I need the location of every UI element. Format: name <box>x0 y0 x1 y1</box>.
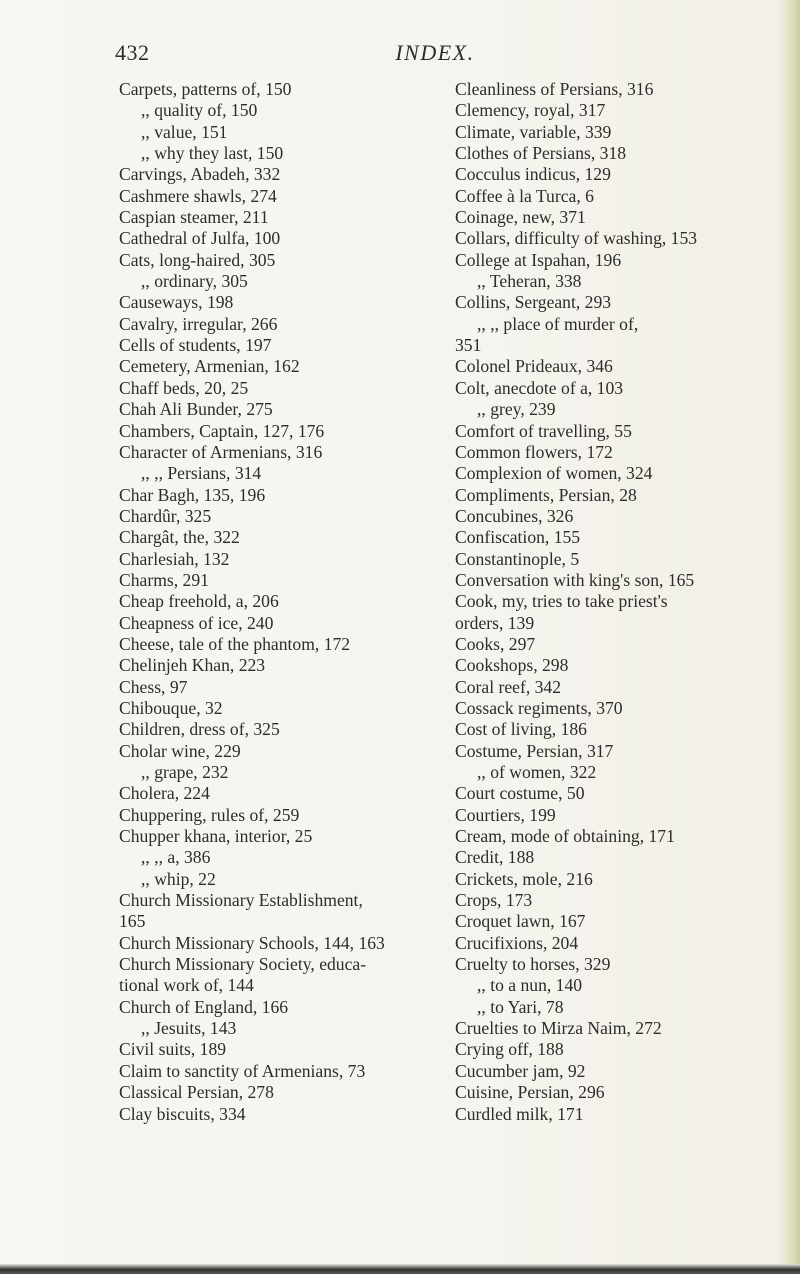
index-entry: ,, to a nun, 140 <box>477 975 583 996</box>
index-entry: Chargât, the, 322 <box>119 527 240 548</box>
index-entry: Curdled milk, 171 <box>455 1103 584 1124</box>
index-entry: Carvings, Abadeh, 332 <box>119 164 281 185</box>
index-entry: ,, ,, a, 386 <box>141 847 211 868</box>
index-entry: ,, of women, 322 <box>477 762 597 782</box>
index-entry: Crops, 173 <box>455 890 533 911</box>
index-entry: Church Missionary Establishment, <box>119 890 363 911</box>
page-header <box>115 40 745 70</box>
index-entry: ,, whip, 22 <box>141 868 216 889</box>
index-entry: Cheese, tale of the phantom, 172 <box>119 633 351 654</box>
index-entry: Cossack regiments, 370 <box>455 697 623 718</box>
index-entry: Carpets, patterns of, 150 <box>119 79 292 99</box>
index-entry: College at Ispahan, 196 <box>455 249 622 270</box>
index-entry: Confiscation, 155 <box>455 527 581 548</box>
index-entry: Chardûr, 325 <box>119 505 212 526</box>
index-entry: Charms, 291 <box>119 569 209 590</box>
index-entry: Cream, mode of obtaining, 171 <box>455 826 675 847</box>
index-entry: ,, quality of, 150 <box>141 100 258 121</box>
index-entry: Chess, 97 <box>119 676 188 697</box>
index-entry: Cuisine, Persian, 296 <box>455 1082 605 1103</box>
index-entry: ,, to Yari, 78 <box>477 996 564 1017</box>
index-entry: Cruelty to horses, 329 <box>455 954 611 975</box>
index-entry: Coral reef, 342 <box>455 676 562 697</box>
index-entry: Church Missionary Schools, 144, 163 <box>119 932 385 953</box>
index-entry: Courtiers, 199 <box>455 804 556 825</box>
index-entry: Conversation with king's son, 165 <box>455 569 695 590</box>
index-entry: Charlesiah, 132 <box>119 548 230 569</box>
index-entry: Church Missionary Society, educa- <box>119 954 367 975</box>
index-entry: Coinage, new, 371 <box>455 207 586 228</box>
index-entry: Chambers, Captain, 127, 176 <box>119 420 325 441</box>
index-entry: Cheapness of ice, 240 <box>119 612 274 633</box>
index-entry: Complexion of women, 324 <box>455 463 653 484</box>
index-entry: Character of Armenians, 316 <box>119 441 323 462</box>
index-entry: Cooks, 297 <box>455 633 536 654</box>
index-entry: Chelinjeh Khan, 223 <box>119 655 266 676</box>
index-entry: Concubines, 326 <box>455 505 574 526</box>
index-entry: Cheap freehold, a, 206 <box>119 591 279 612</box>
index-entry: Credit, 188 <box>455 847 535 868</box>
index-entry: Crucifixions, 204 <box>455 932 579 953</box>
index-entry: Collars, difficulty of washing, 153 <box>455 228 698 249</box>
index-entry: Cookshops, 298 <box>455 655 569 676</box>
page-edge <box>778 0 800 1274</box>
index-entry: Chupper khana, interior, 25 <box>119 826 313 847</box>
index-entry: Crying off, 188 <box>455 1039 564 1060</box>
index-entry: Cathedral of Julfa, 100 <box>119 228 281 249</box>
index-entry: tional work of, 144 <box>119 975 254 996</box>
index-entry: Cashmere shawls, 274 <box>119 185 277 206</box>
index-entry: Constantinople, 5 <box>455 548 580 569</box>
index-entry: Clothes of Persians, 318 <box>455 143 627 164</box>
index-entry: Compliments, Persian, 28 <box>455 484 637 505</box>
index-entry: ,, ,, place of murder of, <box>477 313 639 334</box>
index-entry: 351 <box>455 335 482 356</box>
index-entry: Cleanliness of Persians, 316 <box>455 79 654 99</box>
index-entry: Collins, Sergeant, 293 <box>455 292 612 313</box>
index-entry: Caspian steamer, 211 <box>119 207 269 228</box>
index-entry: ,, grey, 239 <box>477 399 556 420</box>
index-entry: Children, dress of, 325 <box>119 719 280 740</box>
index-entry: Crickets, mole, 216 <box>455 868 593 889</box>
index-entry: Cost of living, 186 <box>455 719 587 740</box>
index-entry: Cucumber jam, 92 <box>455 1060 586 1081</box>
index-entry: Court costume, 50 <box>455 783 585 804</box>
index-entry: Civil suits, 189 <box>119 1039 227 1060</box>
index-entry: Costume, Persian, 317 <box>455 740 614 761</box>
index-entry: Cruelties to Mirza Naim, 272 <box>455 1018 662 1039</box>
index-entry: Common flowers, 172 <box>455 441 613 462</box>
index-entry: Comfort of travelling, 55 <box>455 420 632 441</box>
index-column-left <box>119 79 439 1125</box>
index-entry: ,, grape, 232 <box>141 762 229 782</box>
index-entry: Cats, long-haired, 305 <box>119 249 276 270</box>
index-entry: Chuppering, rules of, 259 <box>119 804 300 825</box>
index-entry: Colonel Prideaux, 346 <box>455 356 613 377</box>
index-entry: Clay biscuits, 334 <box>119 1103 246 1124</box>
index-entry: Chah Ali Bunder, 275 <box>119 399 273 420</box>
index-entry: Cholar wine, 229 <box>119 740 241 761</box>
index-entry: Clemency, royal, 317 <box>455 100 606 121</box>
index-entry: Cavalry, irregular, 266 <box>119 313 278 334</box>
index-entry: Cocculus indicus, 129 <box>455 164 611 185</box>
index-entry: Claim to sanctity of Armenians, 73 <box>119 1060 366 1081</box>
index-entry: 165 <box>119 911 146 932</box>
running-head: INDEX. <box>395 40 475 65</box>
index-entry: Chaff beds, 20, 25 <box>119 377 249 398</box>
page-number: 432 <box>115 40 150 65</box>
index-entry: ,, value, 151 <box>141 121 228 142</box>
index-entry: Char Bagh, 135, 196 <box>119 484 266 505</box>
index-entry: Climate, variable, 339 <box>455 121 612 142</box>
index-entry: ,, Teheran, 338 <box>477 271 582 292</box>
index-entry: Croquet lawn, 167 <box>455 911 586 932</box>
index-entry: Classical Persian, 278 <box>119 1082 274 1103</box>
index-entry: Chibouque, 32 <box>119 697 223 718</box>
index-entry: ,, why they last, 150 <box>141 143 284 164</box>
index-entry: Cook, my, tries to take priest's <box>455 591 668 612</box>
index-entry: Cemetery, Armenian, 162 <box>119 356 300 377</box>
index-entry: orders, 139 <box>455 612 535 633</box>
index-entry: ,, ordinary, 305 <box>141 271 248 292</box>
index-entry: Coffee à la Turca, 6 <box>455 185 594 206</box>
index-entry: ,, Jesuits, 143 <box>141 1018 237 1039</box>
index-entry: ,, ,, Persians, 314 <box>141 463 262 484</box>
index-entry: Causeways, 198 <box>119 292 234 313</box>
index-entry: Colt, anecdote of a, 103 <box>455 377 624 398</box>
page-bottom-edge <box>0 1264 800 1274</box>
index-entry: Church of England, 166 <box>119 996 289 1017</box>
index-entry: Cells of students, 197 <box>119 335 272 356</box>
index-column-right <box>455 79 780 1125</box>
index-entry: Cholera, 224 <box>119 783 210 804</box>
